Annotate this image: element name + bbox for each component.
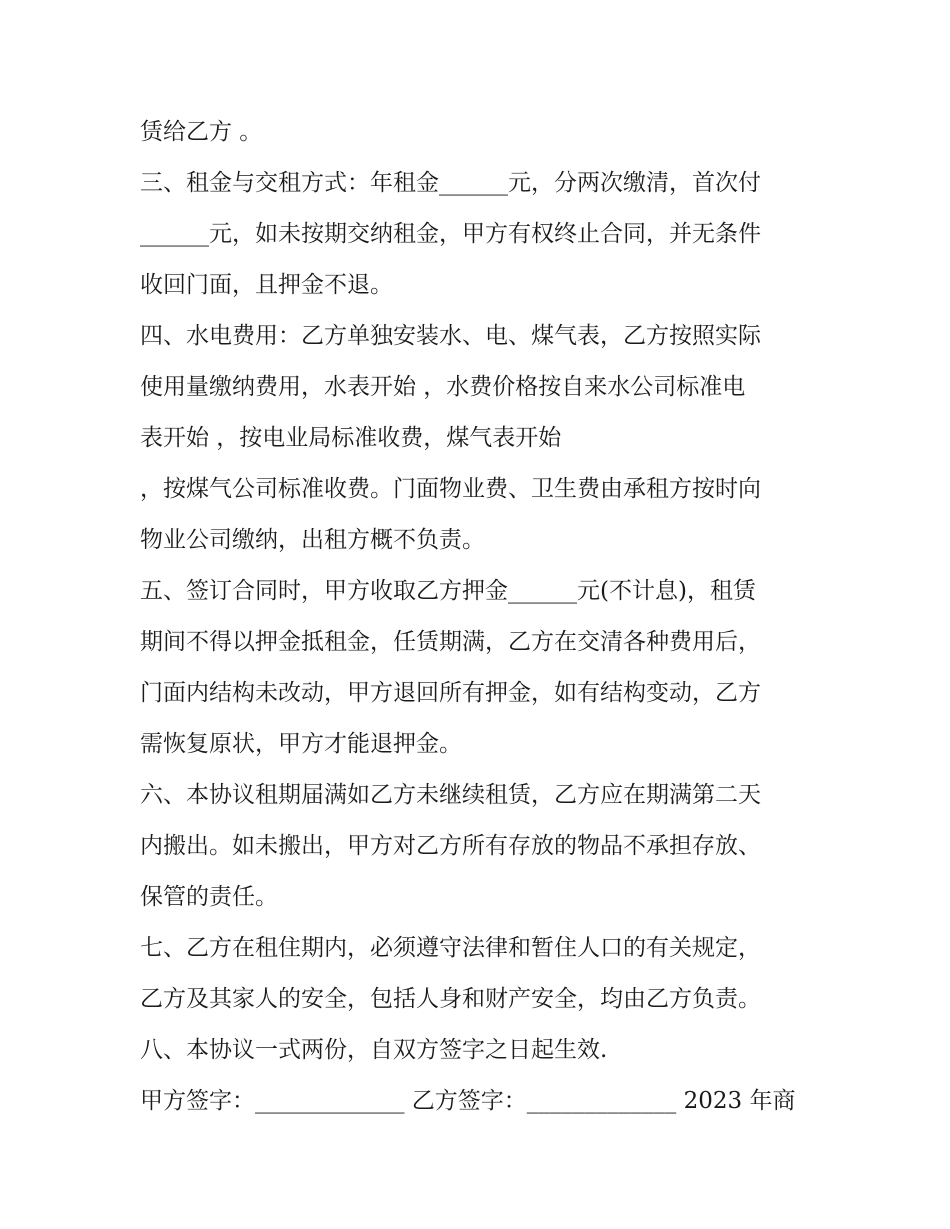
contract-line: 八、本协议一式两份，自双方签字之日起生效. [140,1037,608,1063]
contract-line: 三、租金与交租方式：年租金______元，分两次缴清，首次付 [140,170,761,196]
contract-line: 七、乙方在租住期内，必须遵守法律和暂住人口的有关规定， [140,935,761,961]
contract-line: ______元，如未按期交纳租金，甲方有权终止合同，并无条件 [140,221,761,247]
signature-line: 甲方签字：_____________ 乙方签字：_____________ 2023 年商 [140,1088,796,1114]
contract-line: 五、签订合同时，甲方收取乙方押金______元(不计息)，租赁 [140,578,756,604]
contract-line: 期间不得以押金抵租金，任赁期满，乙方在交清各种费用后， [140,629,761,655]
contract-body [140,107,820,1127]
contract-line: 门面内结构未改动，甲方退回所有押金，如有结构变动，乙方 [140,680,761,706]
contract-line: 收回门面，且押金不退。 [140,272,393,298]
contract-line: 内搬出。如未搬出，甲方对乙方所有存放的物品不承担存放、 [140,833,761,859]
contract-line: ，按煤气公司标准收费。门面物业费、卫生费由承租方按时向 [140,476,761,502]
contract-line: 四、水电费用：乙方单独安装水、电、煤气表，乙方按照实际 [140,323,761,349]
contract-line: 物业公司缴纳，出租方概不负责。 [140,527,485,553]
contract-line: 乙方及其家人的安全，包括人身和财产安全，均由乙方负责。 [140,986,761,1012]
contract-line: 赁给乙方 。 [140,119,263,145]
contract-line: 表开始 ，按电业局标准收费，煤气表开始 [140,425,562,451]
contract-line: 六、本协议租期届满如乙方未继续租赁，乙方应在期满第二天 [140,782,761,808]
contract-line: 保管的责任。 [140,884,278,910]
contract-line: 需恢复原状，甲方才能退押金。 [140,731,462,757]
contract-line: 使用量缴纳费用，水表开始 ，水费价格按自来水公司标准电 [140,374,746,400]
